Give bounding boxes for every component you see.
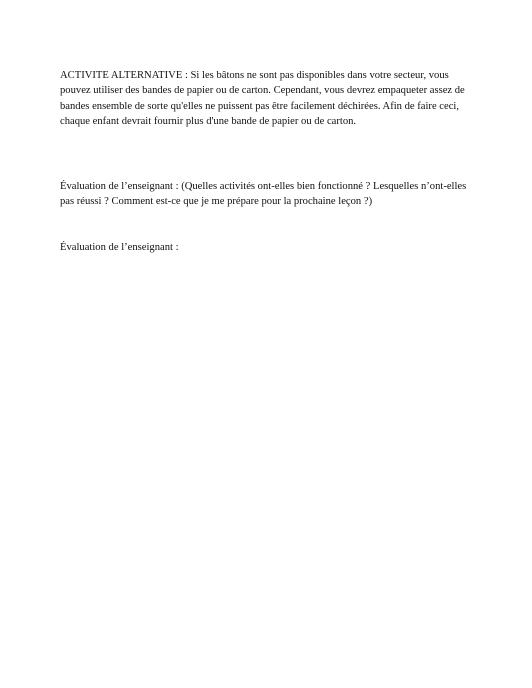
text-line: chaque enfant devrait fournir plus d'une bande de papier ou de carton. xyxy=(60,116,357,128)
text-line: ACTIVITE ALTERNATIVE : Si les bâtons ne sont pas disponibles dans votre secteur, vous xyxy=(60,70,449,81)
paragraph-teacher-evaluation xyxy=(60,240,179,255)
text-line: pas réussi ? Comment est-ce que je me prépare pour la prochaine leçon ?) xyxy=(60,196,373,208)
paragraph-teacher-evaluation-questions xyxy=(60,179,466,210)
paragraph-alternative-activity xyxy=(60,68,465,130)
text-line: Évaluation de l’enseignant : (Quelles activités ont-elles bien fonctionné ? Lesquelles n’ont-elles xyxy=(60,181,467,192)
text-line: Évaluation de l’enseignant : xyxy=(60,242,179,253)
text-line: bandes ensemble de sorte qu'elles ne puissent pas être facilement déchirées. Afin de faire ceci, xyxy=(60,100,460,112)
text-line: pouvez utiliser des bandes de papier ou de carton. Cependant, vous devrez empaqueter assez de xyxy=(60,85,465,97)
